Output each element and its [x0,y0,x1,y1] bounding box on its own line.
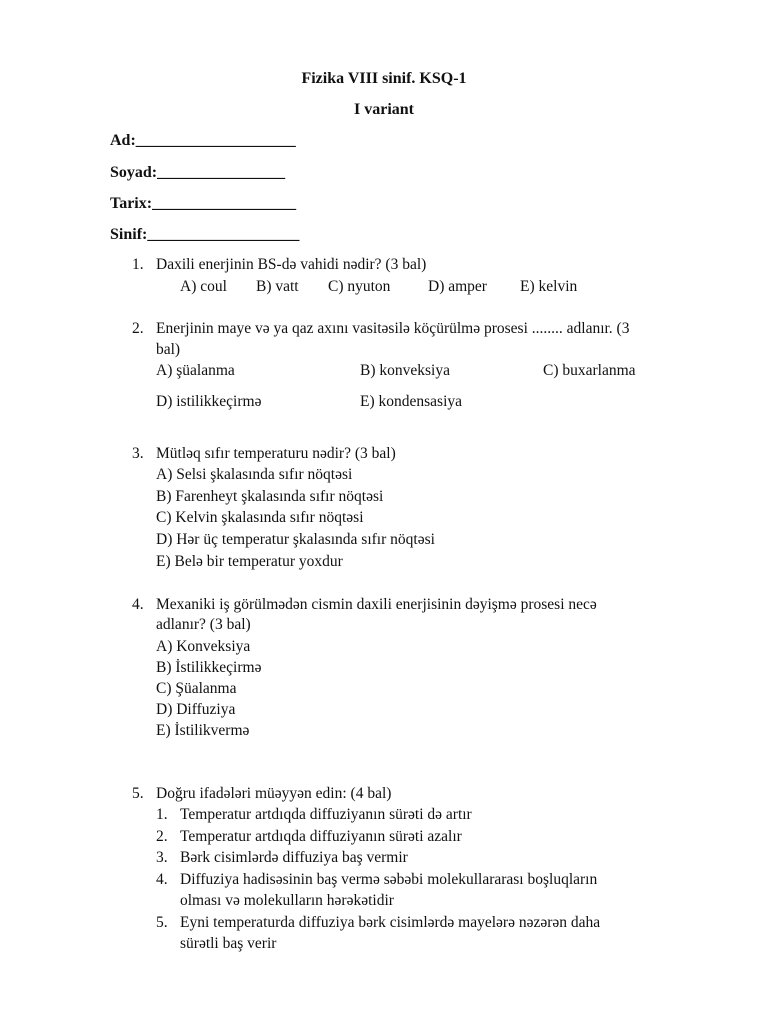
q5-item-1 [156,804,472,825]
q2-option-c: C) buxarlanma [543,362,636,379]
name-field: Ad:____________________ [110,132,296,149]
question-text: Mütləq sıfır temperaturu nədir? (3 bal) [156,445,396,462]
q5-item-2 [156,826,462,847]
q1-option-a: A) coul [180,278,227,295]
item-text: Bərk cisimlərdə diffuziya baş vermir [180,849,408,866]
q5-item-4-continued: olması və molekulların hərəkətidir [180,892,394,909]
item-text: Temperatur artdıqda diffuziyanın sürəti də artır [180,806,472,823]
q4-option-b: B) İstilikkeçirmə [156,659,262,676]
q2-option-b: B) konveksiya [360,362,450,379]
item-number: 4. [156,871,168,888]
question-number: 3. [132,445,144,462]
q5-item-5-continued: sürətli baş verir [180,935,277,952]
q5-item-4 [156,869,597,890]
question-4 [132,594,597,615]
q4-option-d: D) Diffuziya [156,701,236,718]
q3-option-c: C) Kelvin şkalasında sıfır nöqtəsi [156,509,364,526]
question-number: 4. [132,596,144,613]
question-5 [132,783,391,804]
item-number: 2. [156,828,168,845]
item-number: 1. [156,806,168,823]
question-number: 1. [132,256,144,273]
surname-field: Soyad:________________ [110,164,286,181]
question-3 [132,443,396,464]
variant-label: I variant [354,101,414,118]
question-text: Daxili enerjinin BS-də vahidi nədir? (3 bal) [156,256,427,273]
question-number: 5. [132,785,144,802]
item-text: Temperatur artdıqda diffuziyanın sürəti azalır [180,828,462,845]
q3-option-e: E) Belə bir temperatur yoxdur [156,553,343,570]
item-number: 3. [156,849,168,866]
q4-option-e: E) İstilikvermə [156,722,250,739]
q4-option-c: C) Şüalanma [156,680,237,697]
q1-option-e: E) kelvin [520,278,578,295]
q5-item-5 [156,912,600,933]
q1-option-b: B) vatt [256,278,299,295]
question-4-text-continued: adlanır? (3 bal) [156,616,251,633]
item-text: Diffuziya hadisəsinin baş vermə səbəbi molekullararası boşluqların [180,871,598,888]
class-field: Sinif:___________________ [110,226,300,243]
q2-option-d: D) istilikkeçirmə [156,393,262,410]
q2-option-a: A) şüalanma [156,362,235,379]
q1-option-c: C) nyuton [328,278,391,295]
q3-option-a: A) Selsi şkalasında sıfır nöqtəsi [156,466,353,483]
item-text: Eyni temperaturda diffuziya bərk cisimlərdə mayelərə nəzərən daha [180,914,601,931]
q2-option-e: E) kondensasiya [360,393,463,410]
item-number: 5. [156,914,168,931]
date-field: Tarix:__________________ [110,195,297,212]
question-2 [132,318,629,339]
question-text: Enerjinin maye və ya qaz axını vasitəsilə köçürülmə prosesi ........ adlanır. (3 [156,320,630,337]
question-2-text-continued: bal) [156,341,181,358]
question-1 [132,254,426,275]
q4-option-a: A) Konveksiya [156,638,251,655]
q3-option-b: B) Farenheyt şkalasında sıfır nöqtəsi [156,488,384,505]
question-text: Mexaniki iş görülmədən cismin daxili enerjisinin dəyişmə prosesi necə [156,596,597,613]
question-text: Doğru ifadələri müəyyən edin: (4 bal) [156,785,392,802]
q5-item-3 [156,847,408,868]
q1-option-d: D) amper [428,278,487,295]
question-number: 2. [132,320,144,337]
q3-option-d: D) Hər üç temperatur şkalasında sıfır nöqtəsi [156,531,435,548]
document-title: Fizika VIII sinif. KSQ-1 [301,70,467,87]
